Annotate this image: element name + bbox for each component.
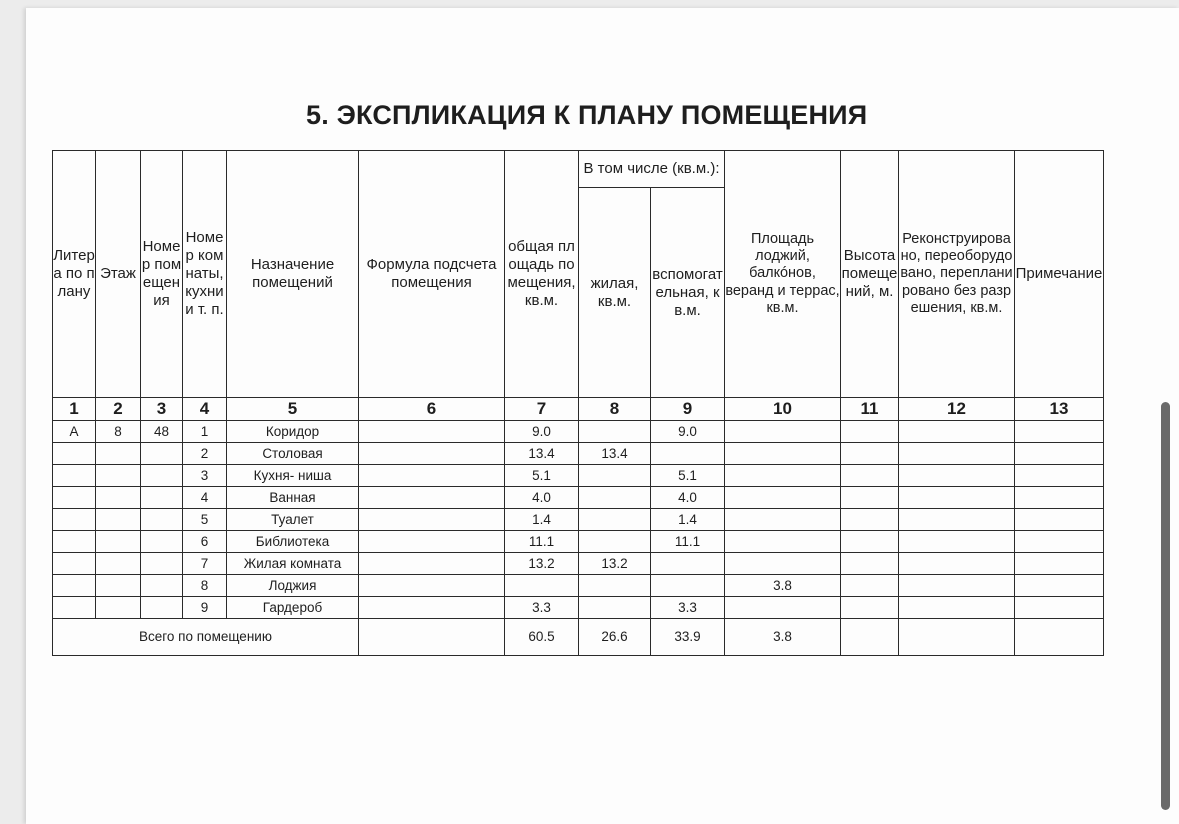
cell-obshchaya: 3.3	[505, 597, 579, 619]
cell-primechanie	[1015, 465, 1104, 487]
cell-primechanie	[1015, 421, 1104, 443]
cell-obshchaya: 13.2	[505, 553, 579, 575]
table-row	[53, 487, 1104, 509]
cell-vspom: 11.1	[651, 531, 725, 553]
cell-naznachenie: Жилая комната	[227, 553, 359, 575]
header-v-tom-chisle: В том числе (кв.м.):	[579, 151, 725, 188]
cell-obshchaya: 4.0	[505, 487, 579, 509]
cell-litera	[53, 509, 96, 531]
cell-komnata: 8	[183, 575, 227, 597]
cell-komnata: 4	[183, 487, 227, 509]
column-number: 5	[227, 398, 359, 421]
document-title: 5. ЭКСПЛИКАЦИЯ К ПЛАНУ ПОМЕЩЕНИЯ	[306, 100, 868, 130]
cell-vspom: 4.0	[651, 487, 725, 509]
header-naznachenie: Назначение помещений	[227, 151, 359, 398]
cell-nomer	[141, 487, 183, 509]
cell-vysota	[841, 597, 899, 619]
table-row	[53, 531, 1104, 553]
column-number: 4	[183, 398, 227, 421]
cell-naznachenie: Кухня- ниша	[227, 465, 359, 487]
total-primechanie	[1015, 619, 1104, 656]
cell-nomer: 48	[141, 421, 183, 443]
cell-lodzhii	[725, 509, 841, 531]
cell-komnata: 7	[183, 553, 227, 575]
total-vspom: 33.9	[651, 619, 725, 656]
cell-nomer	[141, 575, 183, 597]
cell-primechanie	[1015, 597, 1104, 619]
cell-vspom	[651, 443, 725, 465]
cell-formula	[359, 509, 505, 531]
table-row	[53, 575, 1104, 597]
cell-komnata: 6	[183, 531, 227, 553]
cell-nomer	[141, 597, 183, 619]
cell-lodzhii	[725, 553, 841, 575]
total-zhilaya: 26.6	[579, 619, 651, 656]
header-etazh: Этаж	[96, 151, 141, 398]
cell-vspom	[651, 553, 725, 575]
table-row	[53, 597, 1104, 619]
header-zhilaya: жилая, кв.м.	[579, 188, 651, 398]
cell-litera	[53, 575, 96, 597]
cell-naznachenie: Гардероб	[227, 597, 359, 619]
header-lodzhii: Площадь лоджий, балкóнов, веранд и террас, кв.м.	[725, 151, 841, 398]
cell-vysota	[841, 553, 899, 575]
cell-rekonstruirovano	[899, 487, 1015, 509]
cell-obshchaya: 1.4	[505, 509, 579, 531]
cell-nomer	[141, 465, 183, 487]
cell-lodzhii	[725, 421, 841, 443]
cell-formula	[359, 487, 505, 509]
cell-obshchaya: 9.0	[505, 421, 579, 443]
header-litera: Литера по плану	[53, 151, 96, 398]
cell-vspom	[651, 575, 725, 597]
cell-lodzhii	[725, 443, 841, 465]
cell-formula	[359, 421, 505, 443]
cell-litera	[53, 553, 96, 575]
cell-etazh	[96, 509, 141, 531]
cell-rekonstruirovano	[899, 465, 1015, 487]
cell-lodzhii	[725, 465, 841, 487]
cell-zhilaya	[579, 465, 651, 487]
header-vysota: Высота помещений, м.	[841, 151, 899, 398]
cell-rekonstruirovano	[899, 575, 1015, 597]
cell-rekonstruirovano	[899, 509, 1015, 531]
cell-etazh	[96, 531, 141, 553]
cell-formula	[359, 531, 505, 553]
table-row	[53, 509, 1104, 531]
cell-etazh	[96, 443, 141, 465]
cell-obshchaya: 13.4	[505, 443, 579, 465]
column-number: 7	[505, 398, 579, 421]
cell-rekonstruirovano	[899, 597, 1015, 619]
cell-rekonstruirovano	[899, 421, 1015, 443]
cell-zhilaya	[579, 487, 651, 509]
cell-primechanie	[1015, 531, 1104, 553]
column-numbers-row	[53, 398, 1104, 421]
cell-formula	[359, 465, 505, 487]
total-vysota	[841, 619, 899, 656]
cell-etazh	[96, 465, 141, 487]
cell-etazh	[96, 597, 141, 619]
cell-zhilaya	[579, 597, 651, 619]
cell-zhilaya	[579, 531, 651, 553]
cell-vspom: 3.3	[651, 597, 725, 619]
total-label: Всего по помещению	[53, 619, 359, 656]
total-row	[53, 619, 1104, 656]
cell-lodzhii	[725, 487, 841, 509]
cell-naznachenie: Коридор	[227, 421, 359, 443]
cell-litera	[53, 443, 96, 465]
total-rekonstruirovano	[899, 619, 1015, 656]
cell-formula	[359, 553, 505, 575]
cell-zhilaya: 13.2	[579, 553, 651, 575]
cell-zhilaya	[579, 575, 651, 597]
cell-etazh: 8	[96, 421, 141, 443]
cell-naznachenie: Лоджия	[227, 575, 359, 597]
cell-vspom: 1.4	[651, 509, 725, 531]
cell-obshchaya	[505, 575, 579, 597]
cell-litera	[53, 531, 96, 553]
total-obshchaya: 60.5	[505, 619, 579, 656]
table-row	[53, 443, 1104, 465]
cell-lodzhii	[725, 531, 841, 553]
cell-etazh	[96, 487, 141, 509]
cell-vspom: 5.1	[651, 465, 725, 487]
header-obshchaya: общая площадь помещения, кв.м.	[505, 151, 579, 398]
cell-primechanie	[1015, 509, 1104, 531]
cell-litera	[53, 597, 96, 619]
cell-nomer	[141, 553, 183, 575]
cell-vysota	[841, 575, 899, 597]
total-formula	[359, 619, 505, 656]
cell-formula	[359, 575, 505, 597]
header-nomer-komnaty: Номер комнаты, кухни и т. п.	[183, 151, 227, 398]
cell-komnata: 3	[183, 465, 227, 487]
column-number: 8	[579, 398, 651, 421]
column-number: 1	[53, 398, 96, 421]
header-vspomogatelnaya: вспомогательная, кв.м.	[651, 188, 725, 398]
column-number: 12	[899, 398, 1015, 421]
header-primechanie: Примечание	[1015, 151, 1104, 398]
column-number: 3	[141, 398, 183, 421]
cell-formula	[359, 443, 505, 465]
cell-naznachenie: Ванная	[227, 487, 359, 509]
cell-primechanie	[1015, 487, 1104, 509]
vertical-scrollbar[interactable]	[1161, 402, 1170, 810]
column-number: 2	[96, 398, 141, 421]
cell-naznachenie: Библиотека	[227, 531, 359, 553]
table-row	[53, 553, 1104, 575]
header-rekonstruirovano: Реконструировано, переоборудовано, перепланировано без разрешения, кв.м.	[899, 151, 1015, 398]
cell-rekonstruirovano	[899, 443, 1015, 465]
cell-nomer	[141, 531, 183, 553]
cell-primechanie	[1015, 443, 1104, 465]
column-number: 13	[1015, 398, 1104, 421]
total-lodzhii: 3.8	[725, 619, 841, 656]
cell-naznachenie: Туалет	[227, 509, 359, 531]
column-number: 9	[651, 398, 725, 421]
cell-litera: А	[53, 421, 96, 443]
cell-formula	[359, 597, 505, 619]
cell-komnata: 5	[183, 509, 227, 531]
cell-primechanie	[1015, 575, 1104, 597]
cell-vspom: 9.0	[651, 421, 725, 443]
cell-etazh	[96, 553, 141, 575]
cell-lodzhii	[725, 597, 841, 619]
cell-etazh	[96, 575, 141, 597]
cell-litera	[53, 465, 96, 487]
column-number: 6	[359, 398, 505, 421]
cell-zhilaya: 13.4	[579, 443, 651, 465]
cell-primechanie	[1015, 553, 1104, 575]
explication-table	[52, 150, 1104, 656]
cell-naznachenie: Столовая	[227, 443, 359, 465]
cell-nomer	[141, 509, 183, 531]
cell-lodzhii: 3.8	[725, 575, 841, 597]
header-formula: Формула подсчета помещения	[359, 151, 505, 398]
cell-rekonstruirovano	[899, 531, 1015, 553]
column-number: 10	[725, 398, 841, 421]
cell-obshchaya: 11.1	[505, 531, 579, 553]
cell-komnata: 2	[183, 443, 227, 465]
cell-vysota	[841, 465, 899, 487]
cell-vysota	[841, 487, 899, 509]
cell-vysota	[841, 421, 899, 443]
cell-rekonstruirovano	[899, 553, 1015, 575]
cell-nomer	[141, 443, 183, 465]
cell-vysota	[841, 531, 899, 553]
cell-komnata: 9	[183, 597, 227, 619]
cell-vysota	[841, 509, 899, 531]
column-number: 11	[841, 398, 899, 421]
cell-litera	[53, 487, 96, 509]
cell-komnata: 1	[183, 421, 227, 443]
cell-vysota	[841, 443, 899, 465]
cell-zhilaya	[579, 421, 651, 443]
cell-zhilaya	[579, 509, 651, 531]
header-nomer-pomeshcheniya: Номер помещения	[141, 151, 183, 398]
table-row	[53, 421, 1104, 443]
table-row	[53, 465, 1104, 487]
cell-obshchaya: 5.1	[505, 465, 579, 487]
